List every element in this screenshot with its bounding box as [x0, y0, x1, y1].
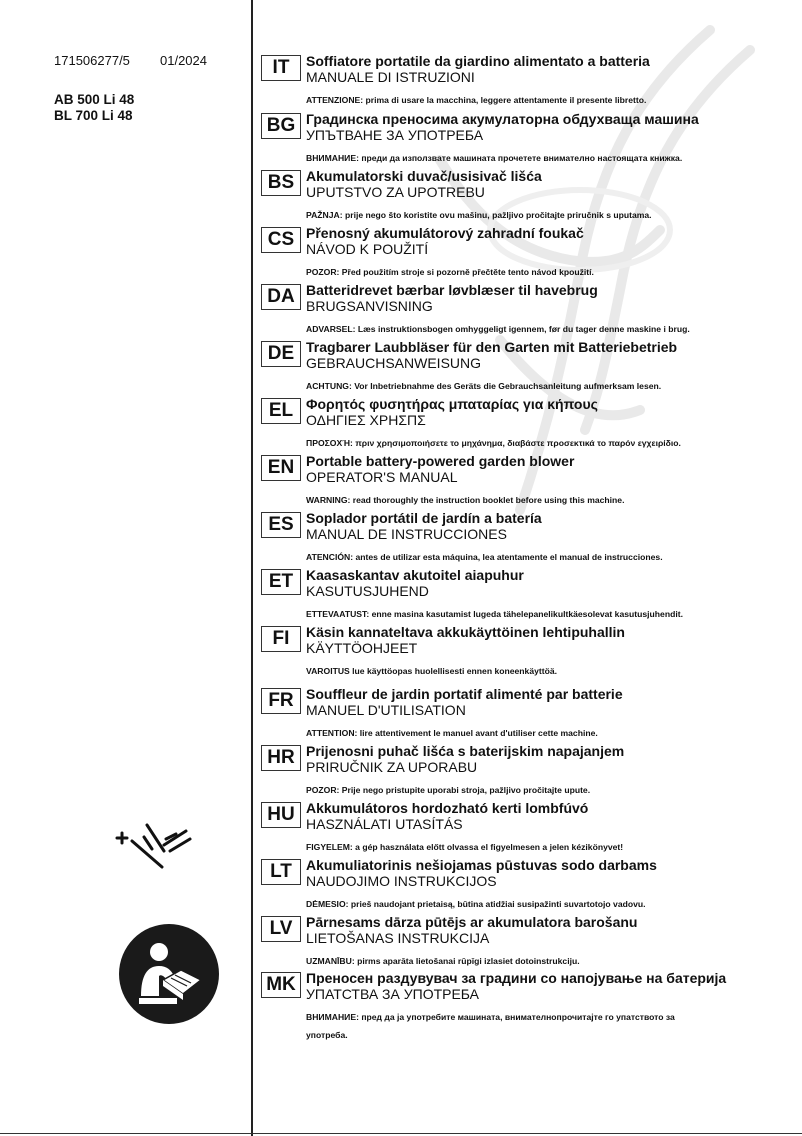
language-subtitle: УПАТСТВА ЗА УПОТРЕБА: [306, 986, 480, 1002]
language-code: ET: [261, 569, 301, 595]
language-title: Akumulatorski duvač/usisivač lišća: [306, 168, 542, 184]
language-subtitle: УПЪТВАНЕ ЗА УПОТРЕБА: [306, 127, 484, 143]
bottom-rule: [0, 1133, 802, 1134]
language-subtitle: OPERATOR'S MANUAL: [306, 469, 458, 485]
language-subtitle: MANUALE DI ISTRUZIONI: [306, 69, 475, 85]
language-warning: DĖMESIO: prieš naudojant prietaisą, būtina atidžiai susipažinti suvartotojo vadovu.: [306, 899, 646, 909]
language-code: BS: [261, 170, 301, 196]
language-warning: UZMANĪBU: pirms aparāta lietošanai rūpīgi izlasiet dotoinstrukciju.: [306, 956, 580, 966]
language-title: Portable battery-powered garden blower: [306, 453, 575, 469]
language-code: DE: [261, 341, 301, 367]
language-code: FR: [261, 688, 301, 714]
language-title: Käsin kannateltava akkukäyttöinen lehtipuhallin: [306, 624, 625, 640]
language-title: Soffiatore portatile da giardino alimentato a batteria: [306, 53, 650, 69]
language-warning: POZOR: Prije nego pristupite uporabi stroja, pažljivo pročitajte upute.: [306, 785, 591, 795]
model-name: AB 500 Li 48: [54, 92, 135, 107]
language-title: Soplador portátil de jardín a batería: [306, 510, 542, 526]
language-code: ES: [261, 512, 301, 538]
language-title: Akkumulátoros hordozható kerti lombfúvó: [306, 800, 589, 816]
language-title: Přenosný akumulátorový zahradní foukač: [306, 225, 584, 241]
language-code: HU: [261, 802, 301, 828]
language-code: HR: [261, 745, 301, 771]
language-warning: ATTENTION: lire attentivement le manuel avant d'utiliser cette machine.: [306, 728, 598, 738]
language-subtitle: MANUEL D'UTILISATION: [306, 702, 466, 718]
language-subtitle: GEBRAUCHSANWEISUNG: [306, 355, 482, 371]
language-title: Преносен раздувувач за градини со напојување на батерија: [306, 970, 727, 986]
language-warning: ETTEVAATUST: enne masina kasutamist lugeda tähelepanelikultkäesolevat kasutusjuhendit.: [306, 609, 683, 619]
language-code: FI: [261, 626, 301, 652]
language-code: IT: [261, 55, 301, 81]
language-code: LV: [261, 916, 301, 942]
language-title: Souffleur de jardin portatif alimenté par batterie: [306, 686, 623, 702]
language-code: EN: [261, 455, 301, 481]
language-warning: ВНИМАНИЕ: преди да използвате машината прочетете внимателно настоящата книжка.: [306, 153, 683, 163]
language-subtitle: ΟΔΗΓΙΕΣ ΧΡΗΣΠΣ: [306, 412, 426, 428]
language-subtitle: LIETOŠANAS INSTRUKCIJA: [306, 930, 490, 946]
language-warning: ATENCIÓN: antes de utilizar esta máquina, lea atentamente el manual de instrucciones.: [306, 552, 663, 562]
language-title: Prijenosni puhač lišća s baterijskim napajanjem: [306, 743, 625, 759]
language-warning: ADVARSEL: Læs instruktionsbogen omhyggeligt igennem, før du tager denne maskine i brug.: [306, 324, 690, 334]
language-title: Akumuliatorinis nešiojamas pūstuvas sodo darbams: [306, 857, 657, 873]
language-subtitle: HASZNÁLATI UTASÍTÁS: [306, 816, 463, 832]
language-title: Batteridrevet bærbar løvblæser til havebrug: [306, 282, 598, 298]
language-title: Градинска преносима акумулаторна обдухваща машина: [306, 111, 699, 127]
document-code: 171506277/5: [54, 53, 130, 68]
language-title: Tragbarer Laubbläser für den Garten mit Batteriebetrieb: [306, 339, 678, 355]
language-subtitle: BRUGSANVISNING: [306, 298, 433, 314]
language-warning: VAROITUS lue käyttöopas huolellisesti ennen koneenkäyttöä.: [306, 666, 558, 676]
language-warning: POZOR: Před použitím stroje si pozorně přečtěte tento návod kpoužití.: [306, 267, 594, 277]
language-code: LT: [261, 859, 301, 885]
language-code: MK: [261, 972, 301, 998]
language-subtitle: KASUTUSJUHEND: [306, 583, 429, 599]
language-subtitle: NAUDOJIMO INSTRUKCIJOS: [306, 873, 497, 889]
language-warning: WARNING: read thoroughly the instruction booklet before using this machine.: [306, 495, 625, 505]
language-title: Pārnesams dārza pūtējs ar akumulatora barošanu: [306, 914, 638, 930]
language-subtitle: NÁVOD K POUŽITÍ: [306, 241, 429, 257]
language-warning: FIGYELEM: a gép használata előtt olvassa el figyelmesen a jelen kézikönyvet!: [306, 842, 624, 852]
language-subtitle: PRIRUČNIK ZA UPORABU: [306, 759, 478, 775]
language-warning: ACHTUNG: Vor Inbetriebnahme des Geräts die Gebrauchsanleitung aufmerksam lesen.: [306, 381, 662, 391]
language-code: EL: [261, 398, 301, 424]
language-warning: ΠΡΟΣΟΧΉ: πριν χρησιμοποιήσετε το μηχάνημα, διαβάστε προσεκτικά το παρόν εγχειρίδιο.: [306, 438, 681, 448]
language-warning: ATTENZIONE: prima di usare la macchina, leggere attentamente il presente libretto.: [306, 95, 647, 105]
language-subtitle: KÄYTTÖOHJEET: [306, 640, 418, 656]
language-title: Kaasaskantav akutoitel aiapuhur: [306, 567, 524, 583]
document-date: 01/2024: [160, 53, 207, 68]
language-subtitle: MANUAL DE INSTRUCCIONES: [306, 526, 507, 542]
model-name: BL 700 Li 48: [54, 108, 133, 123]
language-warning-continued: употреба.: [306, 1030, 348, 1040]
language-code: BG: [261, 113, 301, 139]
language-code: DA: [261, 284, 301, 310]
language-warning: ВНИМАНИЕ: пред да ја употребите машината, внимателнопрочитајте го упатството за: [306, 1012, 675, 1022]
language-subtitle: UPUTSTVO ZA UPOTREBU: [306, 184, 485, 200]
language-code: CS: [261, 227, 301, 253]
language-title: Φορητός φυσητήρας μπαταρίας για κήπους: [306, 396, 598, 412]
language-warning: PAŽNJA: prije nego što koristite ovu mašinu, pažljivo pročitajte priručnik s uputama.: [306, 210, 652, 220]
